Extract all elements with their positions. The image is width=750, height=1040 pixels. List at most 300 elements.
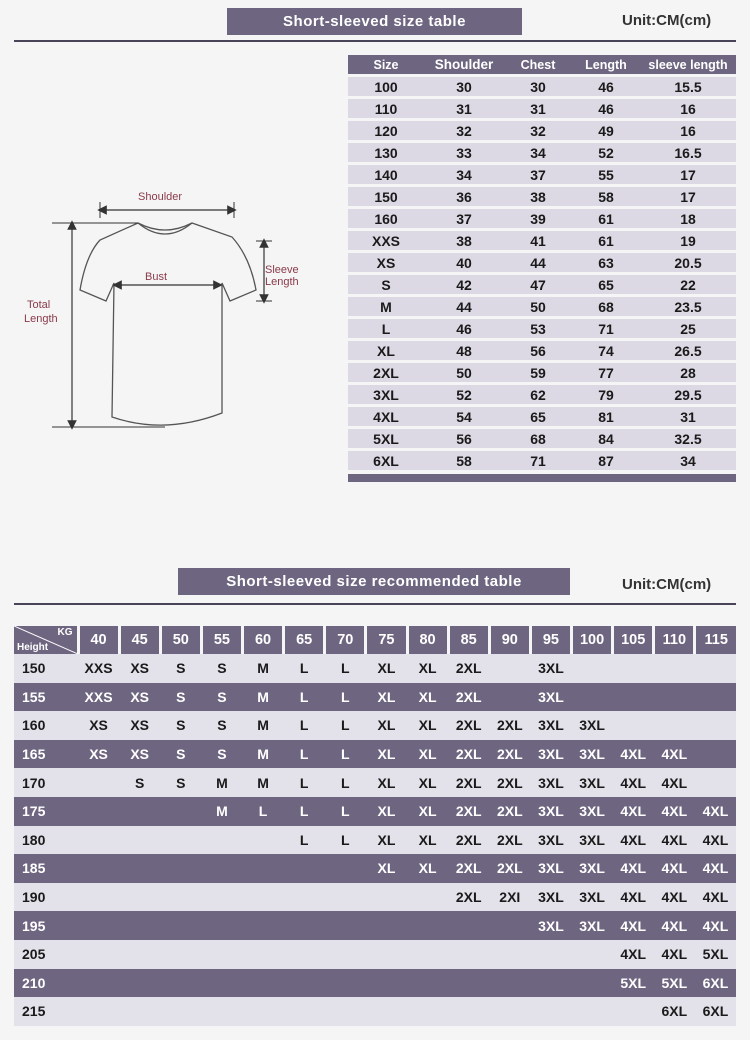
recommended-size-cell: 2XL: [489, 768, 530, 797]
recommended-size-cell: [119, 797, 160, 826]
recommended-size-cell: XL: [366, 654, 407, 683]
recommended-size-cell: [119, 854, 160, 883]
recommended-size-cell: XS: [119, 683, 160, 712]
recommended-size-cell: [284, 969, 325, 998]
corner-kg-label: KG: [57, 627, 73, 638]
recommended-size-cell: L: [284, 683, 325, 712]
recommended-size-cell: 3XL: [530, 797, 571, 826]
size-cell: 130: [348, 140, 424, 162]
size-cell: 34: [424, 162, 504, 184]
size-cell: 71: [572, 316, 640, 338]
size-cell: M: [348, 294, 424, 316]
recommended-size-cell: 2XL: [489, 740, 530, 769]
recommended-size-cell: 4XL: [613, 768, 654, 797]
recommended-size-cell: [78, 854, 119, 883]
size-cell: S: [348, 272, 424, 294]
recommended-row: [14, 940, 736, 969]
weight-header: 115: [695, 626, 736, 654]
size-table-header: [348, 55, 736, 74]
size-cell: 15.5: [640, 74, 736, 96]
recommended-size-cell: [243, 997, 284, 1026]
recommended-size-cell: [489, 969, 530, 998]
recommended-size-cell: [613, 683, 654, 712]
size-cell: 38: [504, 184, 572, 206]
size-cell: 54: [424, 404, 504, 426]
recommended-size-cell: 3XL: [572, 854, 613, 883]
recommended-size-cell: [284, 997, 325, 1026]
height-cell: 215: [14, 997, 78, 1026]
recommended-size-cell: [119, 940, 160, 969]
recommended-size-cell: [201, 997, 242, 1026]
size-cell: 61: [572, 206, 640, 228]
recommended-row: [14, 740, 736, 769]
size-cell: 44: [424, 294, 504, 316]
size-cell: 22: [640, 272, 736, 294]
col-size: Size: [348, 55, 424, 74]
recommended-size-cell: [695, 683, 736, 712]
recommended-size-cell: 3XL: [572, 826, 613, 855]
recommended-row: [14, 768, 736, 797]
recommended-row: [14, 911, 736, 940]
size-cell: 38: [424, 228, 504, 250]
total-label-1: Total: [27, 299, 51, 311]
size-row: [348, 162, 736, 184]
recommended-size-cell: 2XL: [448, 683, 489, 712]
size-cell: 19: [640, 228, 736, 250]
recommended-size-cell: S: [160, 768, 201, 797]
recommended-size-cell: [284, 940, 325, 969]
recommended-size-cell: [160, 826, 201, 855]
recommended-size-cell: 2XL: [489, 797, 530, 826]
size-cell: XXS: [348, 228, 424, 250]
recommended-size-cell: [654, 654, 695, 683]
size-cell: 84: [572, 426, 640, 448]
recommended-size-cell: XS: [78, 711, 119, 740]
recommended-size-cell: [160, 797, 201, 826]
recommended-size-cell: [366, 911, 407, 940]
recommended-size-cell: L: [284, 711, 325, 740]
recommended-size-cell: 3XL: [572, 768, 613, 797]
recommended-size-cell: 4XL: [695, 826, 736, 855]
size-cell: 46: [572, 96, 640, 118]
size-cell: 61: [572, 228, 640, 250]
size-cell: 32.5: [640, 426, 736, 448]
height-cell: 195: [14, 911, 78, 940]
size-row: [348, 272, 736, 294]
recommended-size-cell: XS: [78, 740, 119, 769]
recommended-size-cell: S: [201, 711, 242, 740]
size-cell: 81: [572, 404, 640, 426]
recommended-size-cell: [530, 997, 571, 1026]
size-cell: 39: [504, 206, 572, 228]
recommended-size-cell: [201, 883, 242, 912]
recommended-size-cell: XS: [119, 740, 160, 769]
size-cell: XL: [348, 338, 424, 360]
size-table-unit: Unit:CM(cm): [622, 12, 712, 29]
size-cell: 47: [504, 272, 572, 294]
size-cell: 65: [572, 272, 640, 294]
recommended-size-cell: [78, 969, 119, 998]
height-cell: 160: [14, 711, 78, 740]
recommended-size-cell: [366, 997, 407, 1026]
recommended-size-cell: [613, 711, 654, 740]
size-cell: 46: [572, 74, 640, 96]
size-cell: 44: [504, 250, 572, 272]
size-row: [348, 404, 736, 426]
recommended-size-cell: 6XL: [695, 969, 736, 998]
recommended-size-cell: [325, 854, 366, 883]
size-row: [348, 74, 736, 96]
size-cell: 26.5: [640, 338, 736, 360]
recommended-size-cell: 4XL: [654, 854, 695, 883]
recommended-size-cell: [572, 683, 613, 712]
recommended-size-cell: L: [325, 797, 366, 826]
size-cell: 62: [504, 382, 572, 404]
recommended-size-cell: [201, 969, 242, 998]
recommended-size-cell: [325, 883, 366, 912]
recommended-size-cell: [448, 969, 489, 998]
recommended-size-cell: [119, 826, 160, 855]
col-sleeve-length: sleeve length: [640, 55, 736, 74]
recommended-size-cell: [201, 854, 242, 883]
recommended-size-cell: [78, 768, 119, 797]
size-cell: 68: [504, 426, 572, 448]
recommended-size-cell: L: [325, 711, 366, 740]
size-cell: 6XL: [348, 448, 424, 470]
weight-header: 50: [160, 626, 201, 654]
recommended-size-cell: 2XL: [448, 768, 489, 797]
weight-header: 65: [284, 626, 325, 654]
recommended-size-cell: [78, 940, 119, 969]
recommended-size-cell: XL: [366, 711, 407, 740]
recommended-size-cell: [78, 797, 119, 826]
size-cell: 65: [504, 404, 572, 426]
height-cell: 185: [14, 854, 78, 883]
recommended-size-cell: 2XL: [448, 740, 489, 769]
recommended-size-cell: 3XL: [530, 740, 571, 769]
recommended-size-cell: L: [325, 826, 366, 855]
size-cell: 42: [424, 272, 504, 294]
size-cell: 120: [348, 118, 424, 140]
recommended-size-cell: L: [325, 683, 366, 712]
corner-height-label: Height: [17, 642, 49, 653]
recommended-size-cell: [448, 940, 489, 969]
bust-label: Bust: [145, 271, 168, 283]
size-cell: 23.5: [640, 294, 736, 316]
recommended-size-cell: 4XL: [613, 854, 654, 883]
recommended-size-cell: [201, 911, 242, 940]
recommended-size-cell: 2XL: [448, 711, 489, 740]
recommended-size-cell: 3XL: [572, 711, 613, 740]
size-row: [348, 448, 736, 470]
recommended-size-cell: 4XL: [613, 826, 654, 855]
recommended-size-cell: L: [243, 797, 284, 826]
recommended-size-cell: 2XL: [448, 883, 489, 912]
recommended-size-cell: [407, 997, 448, 1026]
recommended-row: [14, 711, 736, 740]
recommended-size-cell: L: [325, 768, 366, 797]
recommended-size-cell: 3XL: [572, 911, 613, 940]
recommended-size-cell: [530, 940, 571, 969]
recommended-size-cell: M: [201, 797, 242, 826]
size-cell: 4XL: [348, 404, 424, 426]
recommended-size-cell: [160, 854, 201, 883]
recommended-size-cell: 2XL: [489, 854, 530, 883]
recommended-size-cell: XL: [407, 826, 448, 855]
recommended-size-cell: M: [243, 711, 284, 740]
size-cell: 5XL: [348, 426, 424, 448]
recommended-size-cell: 5XL: [613, 969, 654, 998]
divider-middle: [14, 603, 736, 605]
recommended-size-cell: [119, 911, 160, 940]
recommended-size-cell: [78, 826, 119, 855]
recommended-size-cell: 4XL: [695, 854, 736, 883]
recommended-size-cell: [407, 883, 448, 912]
recommended-size-cell: [489, 997, 530, 1026]
size-cell: 34: [640, 448, 736, 470]
size-cell: 16.5: [640, 140, 736, 162]
recommended-row: [14, 854, 736, 883]
sleeve-label-1: Sleeve: [265, 264, 299, 276]
size-cell: 30: [504, 74, 572, 96]
sleeve-label-2: Length: [265, 276, 299, 288]
size-cell: 55: [572, 162, 640, 184]
recommended-size-cell: [407, 911, 448, 940]
recommended-size-cell: [284, 911, 325, 940]
size-cell: 16: [640, 118, 736, 140]
recommended-size-cell: L: [284, 826, 325, 855]
weight-header: 105: [613, 626, 654, 654]
size-cell: 58: [424, 448, 504, 470]
size-row: [348, 426, 736, 448]
recommended-size-cell: [654, 683, 695, 712]
recommended-size-cell: S: [201, 683, 242, 712]
recommended-size-cell: 2XL: [448, 826, 489, 855]
col-shoulder: Shoulder: [424, 55, 504, 74]
recommended-size-cell: XS: [119, 654, 160, 683]
recommended-size-cell: XL: [407, 768, 448, 797]
recommended-size-cell: [572, 940, 613, 969]
recommended-size-cell: 5XL: [695, 940, 736, 969]
size-table-title: Short-sleeved size table: [227, 8, 522, 35]
size-cell: 140: [348, 162, 424, 184]
recommended-size-cell: 3XL: [530, 854, 571, 883]
size-row: [348, 118, 736, 140]
recommended-size-cell: M: [243, 740, 284, 769]
recommended-size-cell: S: [201, 654, 242, 683]
recommended-size-cell: M: [243, 768, 284, 797]
recommended-size-cell: L: [284, 797, 325, 826]
size-cell: 50: [424, 360, 504, 382]
size-cell: 2XL: [348, 360, 424, 382]
recommended-size-cell: [284, 854, 325, 883]
size-cell: 52: [424, 382, 504, 404]
recommended-size-cell: XL: [407, 797, 448, 826]
recommended-size-cell: XL: [366, 826, 407, 855]
recommended-size-cell: 3XL: [530, 826, 571, 855]
recommended-size-cell: [325, 969, 366, 998]
recommended-size-cell: 2XI: [489, 883, 530, 912]
size-row: [348, 382, 736, 404]
recommended-table-title: Short-sleeved size recommended table: [178, 568, 570, 595]
col-chest: Chest: [504, 55, 572, 74]
recommended-table: [14, 626, 736, 1026]
size-cell: 68: [572, 294, 640, 316]
size-row: [348, 250, 736, 272]
recommended-size-cell: [407, 969, 448, 998]
size-cell: 59: [504, 360, 572, 382]
weight-header: 55: [201, 626, 242, 654]
size-cell: XS: [348, 250, 424, 272]
weight-header: 40: [78, 626, 119, 654]
size-cell: 71: [504, 448, 572, 470]
recommended-size-cell: 5XL: [654, 969, 695, 998]
size-cell: 36: [424, 184, 504, 206]
recommended-size-cell: [243, 883, 284, 912]
recommended-table-unit: Unit:CM(cm): [622, 576, 712, 593]
size-cell: 32: [424, 118, 504, 140]
size-cell: 17: [640, 162, 736, 184]
size-row: [348, 206, 736, 228]
size-row: [348, 228, 736, 250]
recommended-row: [14, 883, 736, 912]
recommended-size-cell: XS: [119, 711, 160, 740]
size-cell: 79: [572, 382, 640, 404]
recommended-size-cell: 3XL: [530, 683, 571, 712]
recommended-size-cell: [119, 997, 160, 1026]
recommended-size-cell: S: [201, 740, 242, 769]
size-cell: 58: [572, 184, 640, 206]
recommended-row: [14, 826, 736, 855]
recommended-size-cell: 4XL: [654, 911, 695, 940]
size-cell: 28: [640, 360, 736, 382]
recommended-size-cell: [160, 911, 201, 940]
weight-header: 100: [572, 626, 613, 654]
recommended-size-cell: [572, 654, 613, 683]
recommended-size-cell: XL: [407, 854, 448, 883]
recommended-size-cell: [613, 997, 654, 1026]
size-cell: 160: [348, 206, 424, 228]
recommended-size-cell: M: [243, 683, 284, 712]
recommended-row: [14, 683, 736, 712]
recommended-size-cell: 3XL: [572, 740, 613, 769]
recommended-size-cell: S: [160, 654, 201, 683]
size-row: [348, 316, 736, 338]
recommended-size-cell: [325, 911, 366, 940]
recommended-size-cell: 4XL: [613, 797, 654, 826]
recommended-size-cell: [78, 911, 119, 940]
size-cell: 74: [572, 338, 640, 360]
recommended-size-cell: [489, 940, 530, 969]
weight-header: 75: [366, 626, 407, 654]
recommended-size-cell: 4XL: [613, 883, 654, 912]
recommended-size-cell: L: [284, 768, 325, 797]
size-cell: 29.5: [640, 382, 736, 404]
tshirt-outline: [80, 223, 256, 425]
recommended-size-cell: 4XL: [695, 797, 736, 826]
size-cell: 25: [640, 316, 736, 338]
height-cell: 180: [14, 826, 78, 855]
recommended-row: [14, 969, 736, 998]
size-cell: 17: [640, 184, 736, 206]
recommended-size-cell: [160, 997, 201, 1026]
recommended-table-header: [14, 626, 736, 654]
height-cell: 175: [14, 797, 78, 826]
size-cell: 56: [504, 338, 572, 360]
recommended-size-cell: XXS: [78, 654, 119, 683]
recommended-size-cell: [160, 940, 201, 969]
size-cell: 110: [348, 96, 424, 118]
recommended-size-cell: [366, 940, 407, 969]
weight-header: 70: [325, 626, 366, 654]
recommended-size-cell: 4XL: [613, 740, 654, 769]
recommended-size-cell: XL: [366, 797, 407, 826]
recommended-size-cell: 4XL: [654, 768, 695, 797]
recommended-size-cell: XL: [407, 711, 448, 740]
size-row: [348, 360, 736, 382]
size-row: [348, 184, 736, 206]
recommended-size-cell: 4XL: [654, 797, 695, 826]
size-cell: 56: [424, 426, 504, 448]
recommended-size-cell: 4XL: [654, 940, 695, 969]
height-cell: 170: [14, 768, 78, 797]
recommended-size-cell: 4XL: [654, 740, 695, 769]
size-cell: 37: [424, 206, 504, 228]
weight-header: 60: [243, 626, 284, 654]
recommended-size-cell: 6XL: [695, 997, 736, 1026]
recommended-size-cell: XL: [366, 740, 407, 769]
recommended-size-cell: 4XL: [613, 911, 654, 940]
size-cell: 32: [504, 118, 572, 140]
total-label-2: Length: [24, 313, 58, 325]
col-length: Length: [572, 55, 640, 74]
recommended-size-cell: [695, 740, 736, 769]
shoulder-label: Shoulder: [138, 191, 183, 203]
recommended-row: [14, 797, 736, 826]
recommended-size-cell: 3XL: [530, 911, 571, 940]
recommended-size-cell: 3XL: [530, 768, 571, 797]
size-table: [348, 55, 736, 482]
size-cell: 46: [424, 316, 504, 338]
weight-header: 110: [654, 626, 695, 654]
size-cell: 40: [424, 250, 504, 272]
size-cell: 20.5: [640, 250, 736, 272]
recommended-size-cell: 2XL: [448, 797, 489, 826]
recommended-size-cell: S: [160, 711, 201, 740]
size-cell: L: [348, 316, 424, 338]
weight-header: 95: [530, 626, 571, 654]
recommended-size-cell: M: [201, 768, 242, 797]
recommended-size-cell: XL: [366, 683, 407, 712]
recommended-size-cell: [243, 911, 284, 940]
recommended-row: [14, 654, 736, 683]
recommended-size-cell: [201, 826, 242, 855]
recommended-size-cell: [572, 969, 613, 998]
recommended-size-cell: M: [243, 654, 284, 683]
recommended-size-cell: 4XL: [654, 826, 695, 855]
size-cell: 31: [640, 404, 736, 426]
size-cell: 50: [504, 294, 572, 316]
corner-cell: [14, 626, 78, 654]
recommended-size-cell: [243, 969, 284, 998]
recommended-size-cell: L: [325, 740, 366, 769]
size-cell: 49: [572, 118, 640, 140]
height-cell: 165: [14, 740, 78, 769]
recommended-size-cell: [284, 883, 325, 912]
size-row: [348, 96, 736, 118]
recommended-size-cell: 2XL: [489, 826, 530, 855]
size-cell: 18: [640, 206, 736, 228]
